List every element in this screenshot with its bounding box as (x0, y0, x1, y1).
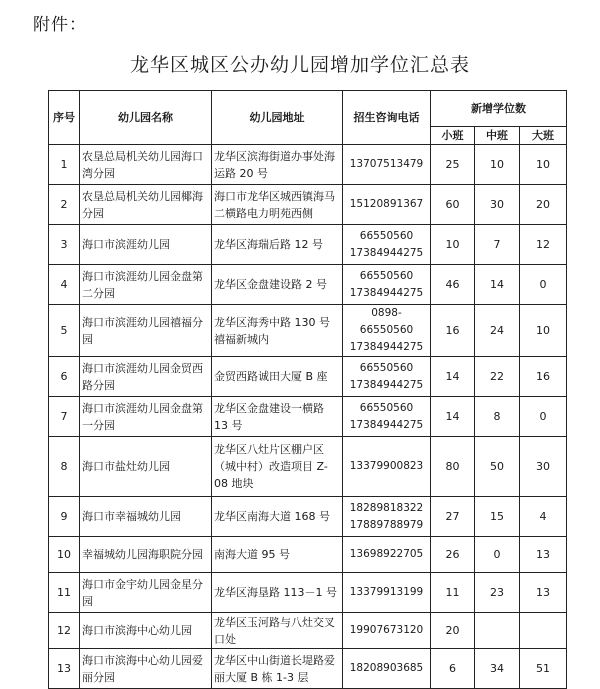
header-new-seats: 新增学位数 (431, 91, 567, 127)
document-title: 龙华区城区公办幼儿园增加学位汇总表 (129, 54, 470, 76)
cell-index: 9 (49, 497, 80, 537)
cell-kindergarten-name: 农垦总局机关幼儿园椰海分园 (80, 185, 212, 225)
cell-kindergarten-name: 海口市幸福城幼儿园 (80, 497, 212, 537)
cell-address: 南海大道 95 号 (212, 537, 343, 573)
summary-table-container (48, 90, 567, 689)
cell-middle-class: 34 (475, 649, 520, 689)
cell-small-class: 46 (431, 265, 475, 305)
cell-small-class: 27 (431, 497, 475, 537)
table-row (49, 613, 567, 649)
cell-middle-class: 7 (475, 225, 520, 265)
cell-address: 龙华区海垦路 113－1 号 (212, 573, 343, 613)
cell-large-class: 10 (520, 145, 567, 185)
cell-kindergarten-name: 幸福城幼儿园海职院分园 (80, 537, 212, 573)
table-row (49, 305, 567, 357)
cell-middle-class: 10 (475, 145, 520, 185)
table-row (49, 397, 567, 437)
cell-address: 龙华区八灶片区棚户区（城中村）改造项目 Z-08 地块 (212, 437, 343, 497)
cell-phone: 66550560 17384944275 (343, 265, 431, 305)
cell-small-class: 80 (431, 437, 475, 497)
table-row (49, 537, 567, 573)
cell-small-class: 6 (431, 649, 475, 689)
table-row (49, 357, 567, 397)
cell-small-class: 60 (431, 185, 475, 225)
cell-kindergarten-name: 海口市盐灶幼儿园 (80, 437, 212, 497)
cell-large-class: 0 (520, 265, 567, 305)
cell-phone: 66550560 17384944275 (343, 357, 431, 397)
cell-middle-class: 23 (475, 573, 520, 613)
cell-middle-class: 30 (475, 185, 520, 225)
cell-index: 13 (49, 649, 80, 689)
cell-small-class: 20 (431, 613, 475, 649)
header-large-class: 大班 (520, 127, 567, 145)
cell-kindergarten-name: 海口市金宇幼儿园金星分园 (80, 573, 212, 613)
table-header (49, 91, 567, 145)
cell-address: 龙华区南海大道 168 号 (212, 497, 343, 537)
header-phone: 招生咨询电话 (343, 91, 431, 145)
cell-kindergarten-name: 海口市滨涯幼儿园金盘第二分园 (80, 265, 212, 305)
cell-phone: 15120891367 (343, 185, 431, 225)
header-middle-class: 中班 (475, 127, 520, 145)
cell-address: 龙华区中山街道长堤路爱丽大厦 B 栋 1-3 层 (212, 649, 343, 689)
cell-index: 10 (49, 537, 80, 573)
cell-phone: 13379900823 (343, 437, 431, 497)
table-row (49, 649, 567, 689)
cell-phone: 0898-66550560 17384944275 (343, 305, 431, 357)
header-index: 序号 (49, 91, 80, 145)
cell-address: 龙华区海秀中路 130 号禧福新城内 (212, 305, 343, 357)
attachment-label: 附件： (33, 15, 87, 35)
cell-large-class: 13 (520, 537, 567, 573)
cell-small-class: 10 (431, 225, 475, 265)
table-row (49, 437, 567, 497)
table-row (49, 225, 567, 265)
cell-large-class: 4 (520, 497, 567, 537)
cell-address: 龙华区海瑞后路 12 号 (212, 225, 343, 265)
cell-large-class: 12 (520, 225, 567, 265)
cell-middle-class: 14 (475, 265, 520, 305)
cell-phone: 13707513479 (343, 145, 431, 185)
cell-index: 6 (49, 357, 80, 397)
table-body (49, 145, 567, 689)
cell-large-class: 0 (520, 397, 567, 437)
cell-phone: 18208903685 (343, 649, 431, 689)
cell-middle-class: 15 (475, 497, 520, 537)
cell-middle-class: 50 (475, 437, 520, 497)
cell-index: 8 (49, 437, 80, 497)
cell-small-class: 14 (431, 397, 475, 437)
cell-kindergarten-name: 海口市滨海中心幼儿园 (80, 613, 212, 649)
cell-index: 5 (49, 305, 80, 357)
cell-large-class: 51 (520, 649, 567, 689)
cell-phone: 19907673120 (343, 613, 431, 649)
cell-phone: 13698922705 (343, 537, 431, 573)
cell-small-class: 26 (431, 537, 475, 573)
cell-middle-class: 24 (475, 305, 520, 357)
cell-large-class: 30 (520, 437, 567, 497)
cell-index: 1 (49, 145, 80, 185)
cell-address: 龙华区玉河路与八灶交叉口处 (212, 613, 343, 649)
cell-phone: 66550560 17384944275 (343, 397, 431, 437)
cell-phone: 66550560 17384944275 (343, 225, 431, 265)
cell-small-class: 14 (431, 357, 475, 397)
cell-address: 龙华区滨海街道办事处海运路 20 号 (212, 145, 343, 185)
cell-address: 海口市龙华区城西镇海马二横路电力明苑西侧 (212, 185, 343, 225)
cell-middle-class: 22 (475, 357, 520, 397)
header-address: 幼儿园地址 (212, 91, 343, 145)
table-row (49, 497, 567, 537)
cell-kindergarten-name: 海口市滨涯幼儿园金盘第一分园 (80, 397, 212, 437)
cell-index: 12 (49, 613, 80, 649)
table-row (49, 145, 567, 185)
cell-kindergarten-name: 海口市滨海中心幼儿园爱丽分园 (80, 649, 212, 689)
cell-address: 龙华区金盘建设一横路 13 号 (212, 397, 343, 437)
cell-large-class (520, 613, 567, 649)
cell-middle-class: 0 (475, 537, 520, 573)
cell-small-class: 16 (431, 305, 475, 357)
table-row (49, 185, 567, 225)
cell-large-class: 10 (520, 305, 567, 357)
cell-index: 3 (49, 225, 80, 265)
table-row (49, 265, 567, 305)
cell-large-class: 16 (520, 357, 567, 397)
table-row (49, 573, 567, 613)
cell-index: 4 (49, 265, 80, 305)
kindergarten-seats-table (48, 90, 567, 689)
cell-middle-class (475, 613, 520, 649)
cell-kindergarten-name: 海口市滨涯幼儿园金贸西路分园 (80, 357, 212, 397)
cell-small-class: 11 (431, 573, 475, 613)
cell-kindergarten-name: 海口市滨涯幼儿园 (80, 225, 212, 265)
cell-phone: 13379913199 (343, 573, 431, 613)
cell-address: 龙华区金盘建设路 2 号 (212, 265, 343, 305)
cell-kindergarten-name: 农垦总局机关幼儿园海口湾分园 (80, 145, 212, 185)
cell-middle-class: 8 (475, 397, 520, 437)
cell-phone: 18289818322 17889788979 (343, 497, 431, 537)
cell-index: 2 (49, 185, 80, 225)
cell-large-class: 13 (520, 573, 567, 613)
cell-large-class: 20 (520, 185, 567, 225)
cell-small-class: 25 (431, 145, 475, 185)
cell-address: 金贸西路诚田大厦 B 座 (212, 357, 343, 397)
cell-index: 11 (49, 573, 80, 613)
header-name: 幼儿园名称 (80, 91, 212, 145)
cell-kindergarten-name: 海口市滨涯幼儿园禧福分园 (80, 305, 212, 357)
header-small-class: 小班 (431, 127, 475, 145)
cell-index: 7 (49, 397, 80, 437)
